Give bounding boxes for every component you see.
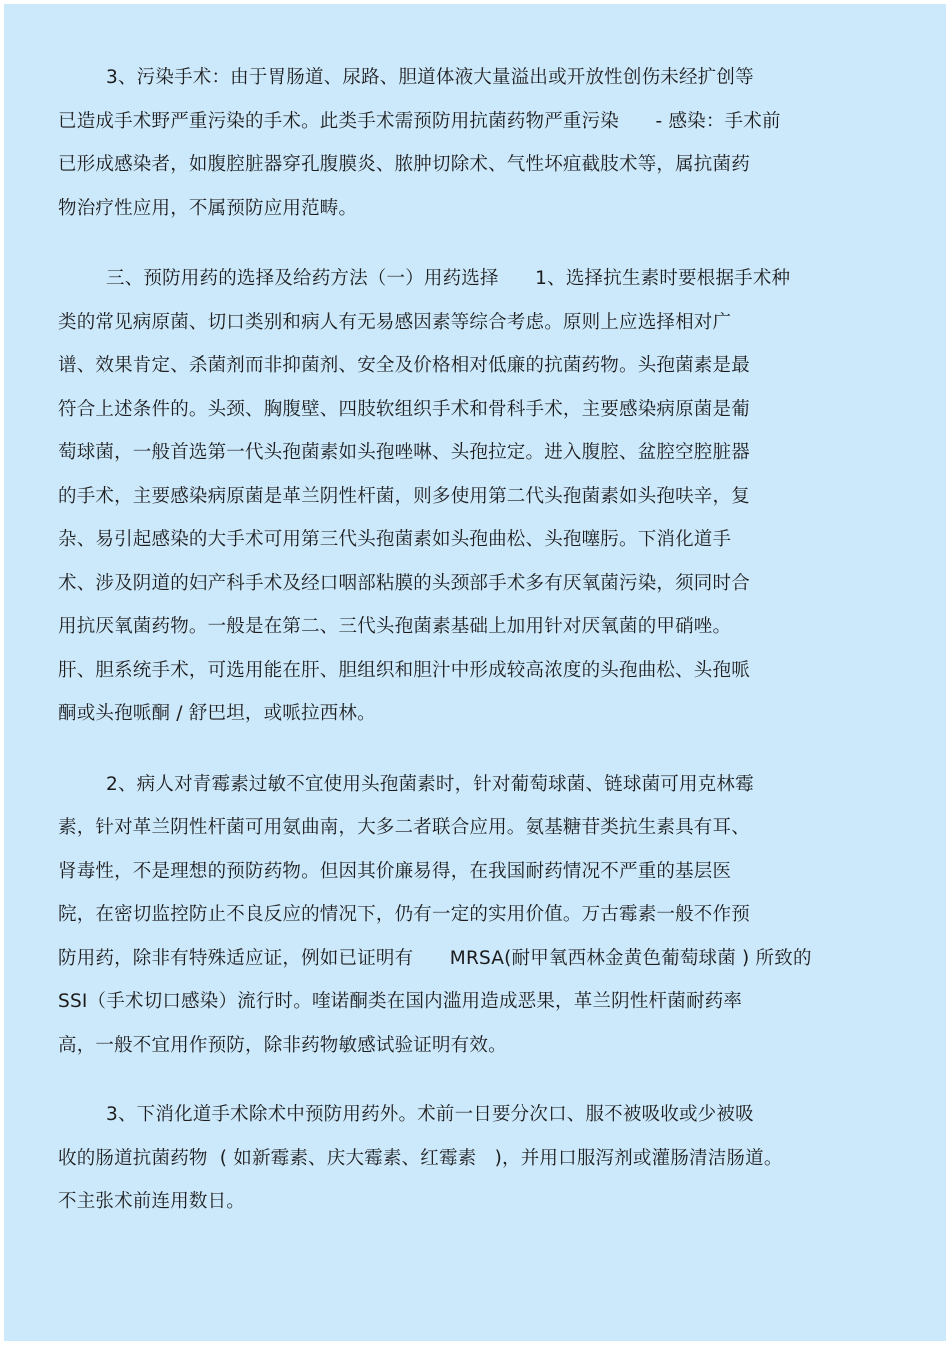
paragraph-contaminated-surgery [58, 56, 898, 230]
text-line: 院，在密切监控防止不良反应的情况下，仍有一定的实用价值。万古霉素一般不作预 [58, 904, 750, 925]
text-line: 物治疗性应用，不属预防应用范畴。 [58, 197, 358, 219]
text-line: 3、下消化道手术除术中预防用药外。术前一日要分次口、服不被吸收或少被吸 [106, 1104, 754, 1125]
paragraph-lower-gi-surgery [58, 1093, 898, 1224]
text-line: 术、涉及阴道的妇产科手术及经口咽部粘膜的头颈部手术多有厌氧菌污染，须同时合 [58, 572, 750, 594]
text-line: 三、预防用药的选择及给药方法（一）用药选择 1、选择抗生素时要根据手术种 [106, 268, 791, 289]
text-line: 肾毒性，不是理想的预防药物。但因其价廉易得，在我国耐药情况不严重的基层医 [58, 860, 732, 882]
text-line: 类的常见病原菌、切口类别和病人有无易感因素等综合考虑。原则上应选择相对广 [58, 311, 732, 333]
text-line: 符合上述条件的。头颈、胸腹壁、四肢软组织手术和骨科手术，主要感染病原菌是葡 [58, 398, 750, 420]
text-line: 防用药，除非有特殊适应证，例如已证明有 MRSA(耐甲氧西林金黄色葡萄球菌 ) 所致的 [58, 947, 812, 969]
text-line: 肝、胆系统手术，可选用能在肝、胆组织和胆汁中形成较高浓度的头孢曲松、头孢哌 [58, 659, 750, 681]
text-line: 素，针对革兰阴性杆菌可用氨曲南，大多二者联合应用。氨基糖苷类抗生素具有耳、 [58, 817, 750, 838]
paragraph-penicillin-allergy [58, 763, 898, 1068]
text-line: 谱、效果肯定、杀菌剂而非抑菌剂、安全及价格相对低廉的抗菌药物。头孢菌素是最 [58, 355, 750, 376]
text-line: 收的肠道抗菌药物 ( 如新霉素、庆大霉素、红霉素 )，并用口服泻剂或灌肠清洁肠道。 [58, 1147, 783, 1169]
text-line: 2、病人对青霉素过敏不宜使用头孢菌素时，针对葡萄球菌、链球菌可用克林霉 [106, 773, 754, 795]
text-line: 用抗厌氧菌药物。一般是在第二、三代头孢菌素基础上加用针对厌氧菌的甲硝唑。 [58, 616, 732, 637]
text-line: 不主张术前连用数日。 [58, 1191, 246, 1212]
text-line: 3、污染手术：由于胃肠道、尿路、胆道体液大量溢出或开放性创伤未经扩创等 [106, 67, 754, 88]
text-line: 酮或头孢哌酮 / 舒巴坦，或哌拉西林。 [58, 703, 376, 724]
paragraph-drug-selection [58, 257, 898, 736]
document-body [58, 56, 898, 1212]
text-line: 萄球菌，一般首选第一代头孢菌素如头孢唑啉、头孢拉定。进入腹腔、盆腔空腔脏器 [58, 442, 750, 463]
text-line: 已造成手术野严重污染的手术。此类手术需预防用抗菌药物严重污染 - 感染：手术前 [58, 110, 781, 132]
text-line: 杂、易引起感染的大手术可用第三代头孢菌素如头孢曲松、头孢噻肟。下消化道手 [58, 529, 732, 550]
text-line: SSI（手术切口感染）流行时。喹诺酮类在国内滥用造成恶果，革兰阴性杆菌耐药率 [58, 991, 743, 1012]
text-line: 的手术，主要感染病原菌是革兰阴性杆菌，则多使用第二代头孢菌素如头孢呋辛，复 [58, 485, 750, 507]
text-line: 高，一般不宜用作预防，除非药物敏感试验证明有效。 [58, 1034, 507, 1056]
text-line: 已形成感染者，如腹腔脏器穿孔腹膜炎、脓肿切除术、气性坏疽截肢术等，属抗菌药 [58, 154, 750, 175]
document-page [4, 4, 946, 1341]
